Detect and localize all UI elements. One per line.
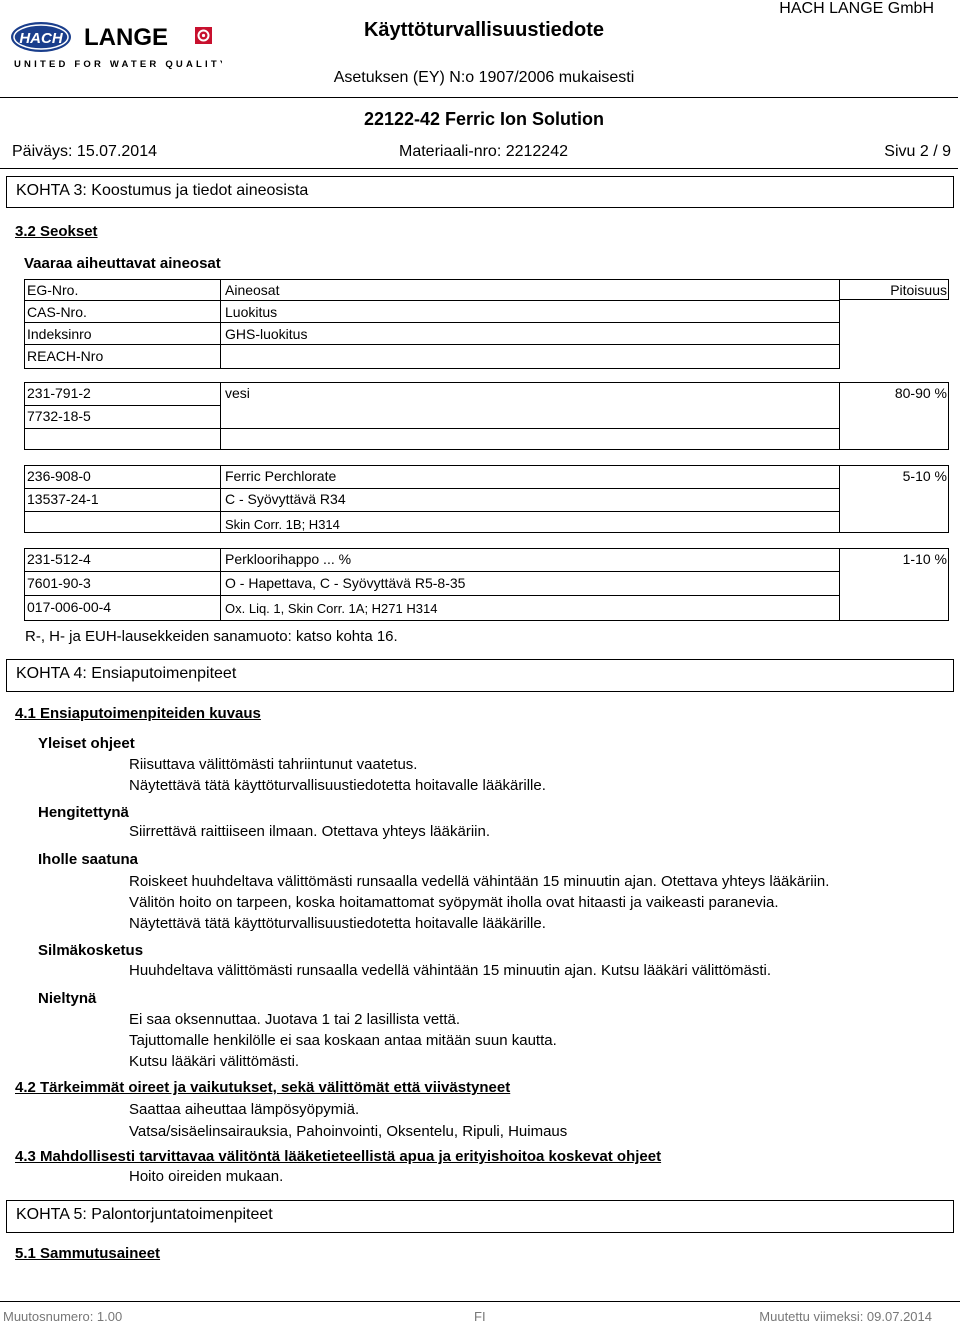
section-3-title: KOHTA 3: Koostumus ja tiedot aineosista (16, 182, 309, 199)
general-line-2: Näytettävä tätä käyttöturvallisuustiedotetta hoitavalle lääkärille. (129, 777, 546, 794)
col-eg: EG-Nro. (27, 282, 79, 298)
material-number: Materiaali-nro: 2212242 (399, 143, 568, 160)
label-general: Yleiset ohjeet (38, 735, 135, 752)
label-ingestion: Nieltynä (38, 990, 97, 1007)
date-text: Päiväys: 15.07.2014 (12, 143, 157, 160)
row3-eg: 231-512-4 (27, 551, 91, 567)
col-name: Aineosat (225, 282, 280, 298)
row2-cas: 13537-24-1 (27, 491, 99, 507)
row1-conc: 80-90 % (894, 385, 947, 401)
row2-ghs: Skin Corr. 1B; H314 (225, 517, 340, 532)
row3-conc: 1-10 % (902, 551, 947, 567)
skin-line-3: Näytettävä tätä käyttöturvallisuustiedotetta hoitavalle lääkärille. (129, 915, 546, 932)
skin-line-2: Välitön hoito on tarpeen, koska hoitamattomat syöpymät iholla ovat hitaasti ja vaikeasti paranevia. (129, 894, 779, 911)
section-5-title: KOHTA 5: Palontorjuntatoimenpiteet (16, 1206, 273, 1223)
col-cas: CAS-Nro. (27, 304, 87, 320)
treatment-line-1: Hoito oireiden mukaan. (129, 1168, 284, 1185)
subsection-4-3: 4.3 Mahdollisesti tarvittavaa välitöntä lääketieteellistä apua ja erityishoitoa koskevat ohjeet (15, 1148, 662, 1165)
regulation-text: Asetuksen (EY) N:o 1907/2006 mukaisesti (333, 69, 635, 86)
row3-index: 017-006-00-4 (27, 599, 112, 615)
label-eye: Silmäkosketus (38, 942, 144, 959)
row2-class: C - Syövyttävä R34 (225, 491, 346, 507)
inhalation-line-1: Siirrettävä raittiiseen ilmaan. Otettava yhteys lääkäriin. (129, 823, 490, 840)
col-concentration: Pitoisuus (890, 282, 947, 298)
row1-eg: 231-791-2 (27, 385, 91, 401)
logo-hach-text: HACH (19, 30, 63, 47)
subsection-4-1: 4.1 Ensiaputoimenpiteiden kuvaus (15, 705, 261, 722)
subsection-5-1: 5.1 Sammutusaineet (15, 1245, 161, 1262)
row1-cas: 7732-18-5 (27, 408, 91, 424)
col-ghs: GHS-luokitus (225, 326, 308, 342)
ingestion-line-1: Ei saa oksennuttaa. Juotava 1 tai 2 lasillista vettä. (129, 1011, 461, 1028)
row3-name: Perkloorihappo ... % (225, 551, 352, 567)
footer-divider (0, 1301, 960, 1302)
logo-tagline: UNITED FOR WATER QUALITY (14, 59, 222, 70)
label-skin: Iholle saatuna (38, 851, 139, 868)
footer-language: FI (474, 1309, 486, 1324)
col-reach: REACH-Nro (27, 348, 104, 364)
row2-conc: 5-10 % (902, 468, 947, 484)
row3-ghs: Ox. Liq. 1, Skin Corr. 1A; H271 H314 (225, 601, 438, 616)
hazard-heading: Vaaraa aiheuttavat aineosat (24, 255, 221, 272)
label-inhalation: Hengitettynä (38, 804, 129, 821)
document-title: Käyttöturvallisuustiedote (363, 19, 605, 41)
row2-name: Ferric Perchlorate (225, 468, 337, 484)
phrases-note: R-, H- ja EUH-lausekkeiden sanamuoto: katso kohta 16. (25, 628, 398, 645)
row3-cas: 7601-90-3 (27, 575, 91, 591)
page-number: Sivu 2 / 9 (884, 143, 951, 160)
col-class: Luokitus (225, 304, 278, 320)
eye-line-1: Huuhdeltava välittömästi runsaalla vedellä vähintään 15 minuutin ajan. Kutsu lääkäri välittömästi. (129, 962, 772, 979)
row2-eg: 236-908-0 (27, 468, 91, 484)
general-line-1: Riisuttava välittömästi tahriintunut vaatetus. (129, 756, 418, 773)
section-4-title: KOHTA 4: Ensiaputoimenpiteet (16, 665, 237, 682)
footer-modified: Muutettu viimeksi: 09.07.2014 (759, 1309, 932, 1324)
skin-line-1: Roiskeet huuhdeltava välittömästi runsaalla vedellä vähintään 15 minuutin ajan. Otettava yhteys lääkäriin. (129, 873, 830, 890)
ingestion-line-3: Kutsu lääkäri välittömästi. (129, 1053, 300, 1070)
subsection-3-2: 3.2 Seokset (15, 223, 98, 240)
col-index: Indeksinro (27, 326, 92, 342)
company-name: HACH LANGE GmbH (779, 0, 934, 17)
symptoms-line-2: Vatsa/sisäelinsairauksia, Pahoinvointi, Oksentelu, Ripuli, Huimaus (129, 1123, 568, 1140)
symptoms-line-1: Saattaa aiheuttaa lämpösyöpymiä. (129, 1101, 360, 1118)
section-5-bar (6, 1200, 954, 1233)
section-3-bar (6, 176, 954, 208)
subsection-4-2: 4.2 Tärkeimmät oireet ja vaikutukset, sekä välittömät että viivästyneet (15, 1079, 511, 1096)
product-name: 22122-42 Ferric Ion Solution (363, 109, 605, 129)
logo-lange-text: LANGE (84, 24, 168, 51)
footer-revision: Muutosnumero: 1.00 (3, 1309, 123, 1324)
ingestion-line-2: Tajuttomalle henkilölle ei saa koskaan antaa mitään suun kautta. (129, 1032, 557, 1049)
row3-class: O - Hapettava, C - Syövyttävä R5-8-35 (225, 575, 466, 591)
row1-name: vesi (225, 385, 250, 401)
section-4-bar (6, 659, 954, 692)
table-header-desc (220, 279, 840, 369)
